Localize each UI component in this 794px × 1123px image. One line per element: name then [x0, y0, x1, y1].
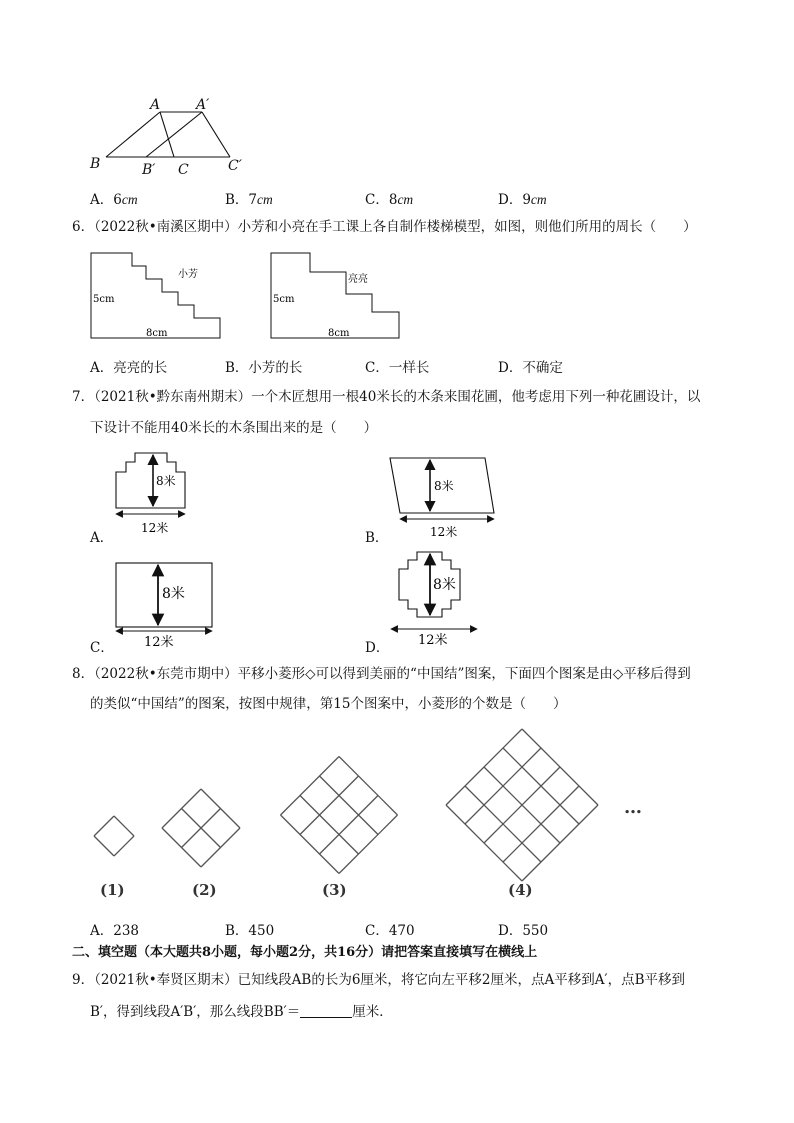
- q5-label-c: C: [178, 162, 189, 178]
- q8-lattice-line: [300, 796, 359, 855]
- q8-lattice-line: [281, 757, 340, 816]
- q6-fig1-width: 8cm: [146, 328, 168, 339]
- q5-label-b-prime: B′: [142, 162, 156, 178]
- q8-chinese-knot-figures: [80, 725, 660, 905]
- q6-fig2-width: 8cm: [328, 328, 350, 339]
- q7-option-a[interactable]: A．: [90, 530, 114, 546]
- q8-lattice-line: [320, 776, 379, 835]
- q5-option-a[interactable]: A．6cm: [90, 192, 138, 208]
- q7-c-height: 8米: [162, 586, 185, 602]
- q7-c-width: 12米: [144, 635, 174, 648]
- q7-b-width: 12米: [430, 525, 458, 539]
- q8-ellipsis: …: [624, 797, 642, 818]
- q5-option-c[interactable]: C．8cm: [365, 192, 414, 208]
- q5-label-c-prime: C′: [228, 158, 242, 174]
- q6-staircase-figure-2: [268, 250, 408, 342]
- q6-option-c[interactable]: C．一样长: [365, 360, 430, 376]
- q8-fig-label-4: (4): [508, 881, 533, 899]
- q8-stem-line1: 8．（2022秋•东莞市期中）平移小菱形◇可以得到美丽的“中国结”图案，下面四个图案是由◇平移后得到: [72, 666, 691, 682]
- q6-stem: 6．（2022秋•南溪区期中）小芳和小亮在手工课上各自制作楼梯模型，如图，则他们所用的周长（ ）: [72, 219, 697, 235]
- q6-fig2-height: 5cm: [273, 294, 295, 305]
- q5-option-b[interactable]: B．7cm: [225, 192, 273, 208]
- q5-parallelogram-figure: [80, 92, 280, 182]
- q5-label-a: A: [150, 97, 161, 113]
- q7-design-b: [382, 452, 502, 544]
- q8-lattice-line: [339, 815, 398, 874]
- q7-stem-line2: 下设计不能用40米长的木条围出来的是（ ）: [90, 420, 378, 436]
- q7-b-height: 8米: [434, 479, 454, 493]
- q8-lattice-line: [339, 757, 398, 816]
- q6-option-d[interactable]: D．不确定: [498, 360, 563, 376]
- q8-fig-label-1: (1): [100, 881, 125, 899]
- q8-lattice-line: [94, 816, 114, 836]
- section-2-heading: 二、填空题（本大题共8小题，每小题2分，共16分）请把答案直接填写在横线上: [72, 945, 538, 960]
- q6-fig1-height: 5cm: [93, 294, 115, 305]
- q8-lattice-line: [300, 776, 359, 835]
- q6-option-b[interactable]: B．小芳的长: [225, 360, 303, 376]
- q7-stem-line1: 7．（2021秋•黔东南州期末）一个木匠想用一根40米长的木条来围花圃，他考虑用下列一种花圃设计，以: [72, 389, 701, 405]
- q6-fig1-name: 小芳: [178, 269, 198, 280]
- q7-option-b[interactable]: B．: [365, 530, 389, 546]
- q7-a-width: 12米: [141, 521, 169, 535]
- q8-option-c[interactable]: C．470: [365, 923, 415, 939]
- q8-lattice-line: [114, 836, 134, 856]
- q7-design-d: [382, 544, 492, 648]
- q8-stem-line2: 的类似“中国结”的图案，按图中规律，第15个图案中，小菱形的个数是（ ）: [90, 696, 567, 712]
- q6-fig2-name: 亮亮: [348, 274, 368, 285]
- q5-label-b: B: [90, 156, 101, 172]
- q8-fig-label-3: (3): [322, 881, 347, 899]
- q7-a-height: 8米: [156, 474, 176, 488]
- q8-option-b[interactable]: B．450: [225, 923, 275, 939]
- q5-label-a-prime: A′: [196, 97, 210, 113]
- q8-lattice-line: [281, 815, 340, 874]
- q9-line2: B′，得到线段A′B′，那么线段BB′＝ 厘米．: [90, 1004, 393, 1020]
- q7-design-a: [108, 446, 208, 538]
- q5-option-d[interactable]: D．9cm: [498, 192, 547, 208]
- q9-line1: 9．（2021秋•奉贤区期末）已知线段AB的长为6厘米，将它向左平移2厘米，点A平移到A′，点B平移到: [72, 972, 685, 988]
- q7-option-d[interactable]: D．: [365, 640, 390, 656]
- q8-lattice-line: [320, 796, 379, 855]
- q8-option-a[interactable]: A．238: [90, 923, 140, 939]
- q8-fig-label-2: (2): [192, 881, 217, 899]
- q7-d-height: 8米: [433, 577, 456, 593]
- q6-option-a[interactable]: A．亮亮的长: [90, 360, 168, 376]
- q8-lattice-line: [94, 836, 114, 856]
- q7-option-c[interactable]: C．: [90, 640, 114, 656]
- q6-staircase-figure-1: [88, 250, 228, 342]
- q7-design-c: [108, 556, 218, 648]
- q9-answer-blank[interactable]: [300, 1003, 352, 1018]
- q8-option-d[interactable]: D．550: [498, 923, 549, 939]
- q7-d-width: 12米: [418, 633, 448, 648]
- q8-lattice-line: [114, 816, 134, 836]
